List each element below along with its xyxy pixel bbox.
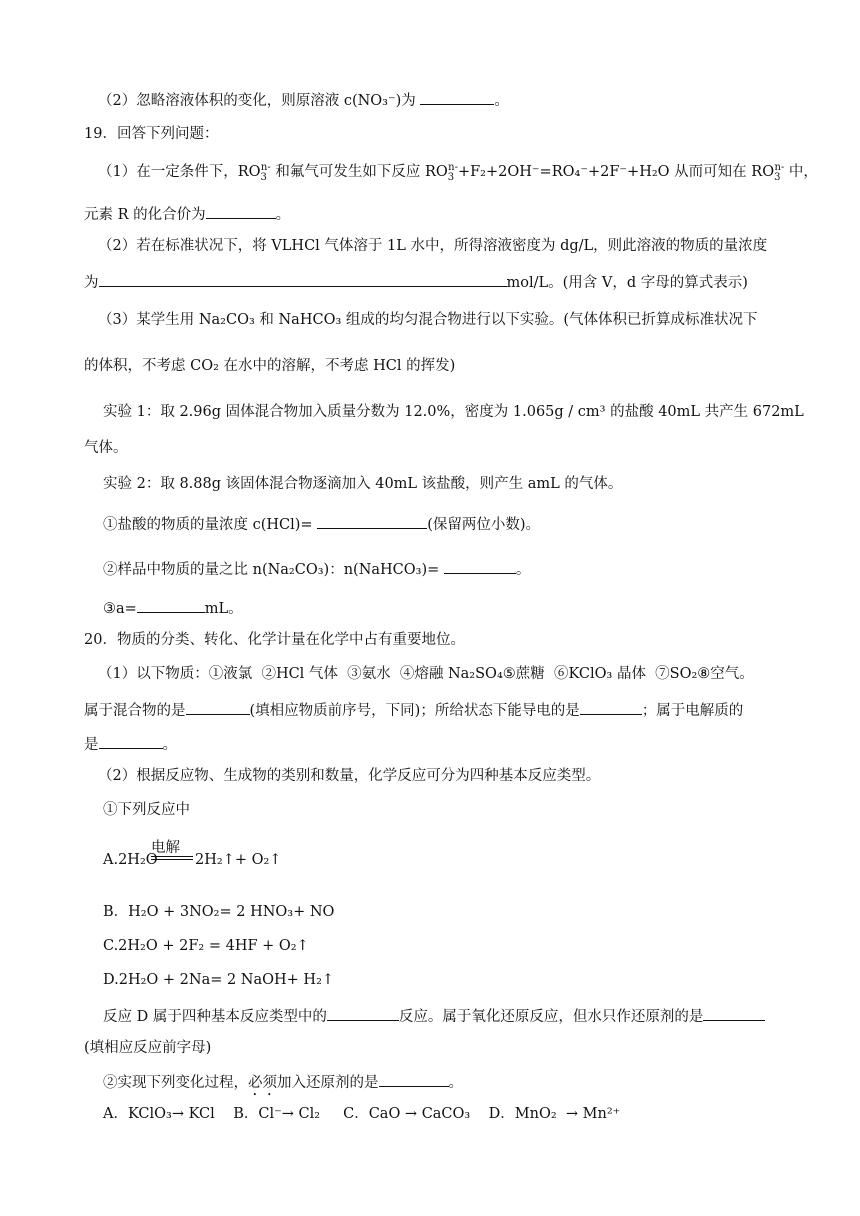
ion-superscript: n- bbox=[260, 162, 271, 174]
ion-superscript: n- bbox=[448, 162, 458, 174]
condition-label: 电解 bbox=[151, 840, 180, 856]
sub-question-20-2-2 bbox=[0, 1070, 860, 1099]
sub-question-3 bbox=[0, 596, 860, 619]
question-19-2-line-b bbox=[0, 270, 860, 293]
text: 20．物质的分类、转化、化学计量在化学中占有重要地位。 bbox=[84, 632, 465, 648]
text: ②实现下列变化过程， bbox=[103, 1075, 248, 1091]
ion-superscript: n- bbox=[774, 162, 785, 174]
text: 属于混合物的是 bbox=[84, 703, 186, 719]
question-19-title bbox=[0, 124, 860, 144]
answer-blank[interactable] bbox=[99, 732, 163, 749]
product: 2H₂↑+ O₂↑ bbox=[195, 852, 282, 868]
text: 加入还原剂的是 bbox=[277, 1075, 379, 1091]
choices-line bbox=[0, 1104, 860, 1124]
text: 。 bbox=[162, 737, 177, 753]
experiment-1-line-a bbox=[0, 402, 860, 422]
experiment-2-line bbox=[0, 474, 860, 494]
text: (填相应反应前字母) bbox=[84, 1040, 212, 1056]
text: (保留两位小数)。 bbox=[427, 517, 541, 533]
text: mol/L。(用含 V，d 字母的算式表示) bbox=[506, 275, 748, 291]
text: 实验 1：取 2.96g 固体混合物加入质量分数为 12.0%，密度为 1.065g / cm³ 的盐酸 40mL 共产生 672mL bbox=[103, 404, 804, 420]
answer-blank[interactable] bbox=[444, 557, 516, 574]
question-20-1-line-c bbox=[0, 732, 860, 755]
text: 元素 R 的化合价为 bbox=[84, 207, 206, 223]
ion-subscript: 3 bbox=[447, 171, 455, 183]
option-d bbox=[0, 970, 860, 990]
question-20-1-line-a bbox=[0, 664, 860, 684]
text: 为 bbox=[84, 275, 99, 291]
answer-blank[interactable] bbox=[186, 698, 250, 715]
text: ③a= bbox=[103, 601, 137, 617]
text: (填相应物质前序号，下同)；所给状态下能导电的是 bbox=[249, 703, 580, 719]
text: （2）若在标准状况下，将 VLHCl 气体溶于 1L 水中，所得溶液密度为 dg/L，则此溶液的物质的量浓度 bbox=[98, 238, 768, 254]
text: （1）在一定条件下，RO bbox=[98, 164, 261, 180]
text: ①下列反应中 bbox=[103, 802, 190, 818]
answer-blank[interactable] bbox=[317, 512, 427, 529]
question-19-3-line-b bbox=[0, 356, 860, 376]
question-20-2-line bbox=[0, 766, 860, 786]
answer-blank[interactable] bbox=[206, 202, 276, 219]
answer-blank[interactable] bbox=[99, 270, 507, 287]
question-19-1-line-b bbox=[0, 202, 860, 225]
text: （2）忽略溶液体积的变化，则原溶液 c(NO₃⁻)为 bbox=[98, 93, 421, 109]
text: 。 bbox=[494, 93, 509, 109]
question-19-2-line-a bbox=[0, 236, 860, 256]
text: 反应 D 属于四种基本反应类型中的 bbox=[103, 1009, 327, 1025]
emphasized-text: 必须 bbox=[248, 1075, 277, 1091]
reactant: A.2H₂O bbox=[103, 852, 158, 868]
text: D.2H₂O + 2Na= 2 NaOH+ H₂↑ bbox=[103, 972, 335, 988]
text: 气体。 bbox=[84, 440, 128, 456]
text: 。 bbox=[448, 1075, 463, 1091]
question-18-2-line bbox=[0, 88, 860, 111]
text: （3）某学生用 Na₂CO₃ 和 NaHCO₃ 组成的均匀混合物进行以下实验。(气体体积已折算成标准状况下 bbox=[98, 312, 758, 328]
text: 。 bbox=[515, 562, 531, 578]
option-c bbox=[0, 936, 860, 956]
text: （2）根据反应物、生成物的类别和数量，化学反应可分为四种基本反应类型。 bbox=[98, 768, 601, 784]
text: 反应。属于氧化还原反应，但水只作还原剂的是 bbox=[398, 1009, 704, 1025]
text: mL。 bbox=[204, 601, 243, 617]
answer-blank[interactable] bbox=[580, 698, 642, 715]
answer-blank[interactable] bbox=[327, 1004, 399, 1021]
text: ②样品中物质的量之比 n(Na₂CO₃)：n(NaHCO₃)= bbox=[103, 562, 444, 578]
question-19-1-line-a bbox=[0, 162, 860, 182]
question-19-3-line-a bbox=[0, 310, 860, 330]
text: （1）以下物质：①液氯 ②HCl 气体 ③氨水 ④熔融 Na₂SO₄⑤蔗糖 ⑥KClO₃ 晶体 ⑦SO₂⑧空气。 bbox=[98, 666, 754, 682]
experiment-1-line-b bbox=[0, 438, 860, 458]
text: C.2H₂O + 2F₂ = 4HF + O₂↑ bbox=[103, 938, 309, 954]
text: 是 bbox=[84, 737, 99, 753]
text: 19．回答下列问题： bbox=[84, 126, 219, 142]
ion-subscript: 3 bbox=[774, 171, 781, 183]
fill-hint bbox=[0, 1038, 860, 1058]
answer-blank[interactable] bbox=[420, 88, 494, 105]
sub-question-2 bbox=[0, 557, 860, 580]
option-a-equation bbox=[103, 836, 303, 876]
text: 实验 2：取 8.88g 该固体混合物逐滴加入 40mL 该盐酸，则产生 amL 的气体。 bbox=[103, 476, 623, 492]
question-20-title bbox=[0, 630, 860, 650]
text: 的体积，不考虑 CO₂ 在水中的溶解，不考虑 HCl 的挥发) bbox=[84, 358, 456, 374]
question-20-1-line-b bbox=[0, 698, 860, 721]
ion-subscript: 3 bbox=[260, 171, 267, 183]
sub-question-1 bbox=[0, 512, 860, 535]
option-b bbox=[0, 902, 860, 922]
answer-blank[interactable] bbox=[137, 596, 205, 613]
reaction-d-question bbox=[0, 1004, 860, 1027]
sub-question-20-2-1 bbox=[0, 800, 860, 820]
text: 。 bbox=[275, 207, 291, 223]
text: 中， bbox=[784, 164, 818, 180]
text: +F₂+2OH⁻=RO₄⁻+2F⁻+H₂O 从而可知在 RO bbox=[457, 164, 775, 180]
text: 和氟气可发生如下反应 RO bbox=[270, 164, 448, 180]
text: B．H₂O + 3NO₂= 2 HNO₃+ NO bbox=[103, 904, 335, 920]
answer-blank[interactable] bbox=[703, 1004, 765, 1021]
text: A．KClO₃→ KCl B．Cl⁻→ Cl₂ C．CaO → CaCO₃ D．MnO₂ → Mn²⁺ bbox=[103, 1106, 621, 1122]
text: ；属于电解质的 bbox=[641, 703, 744, 719]
text: ①盐酸的物质的量浓度 c(HCl)= bbox=[103, 517, 318, 533]
answer-blank[interactable] bbox=[379, 1070, 449, 1087]
